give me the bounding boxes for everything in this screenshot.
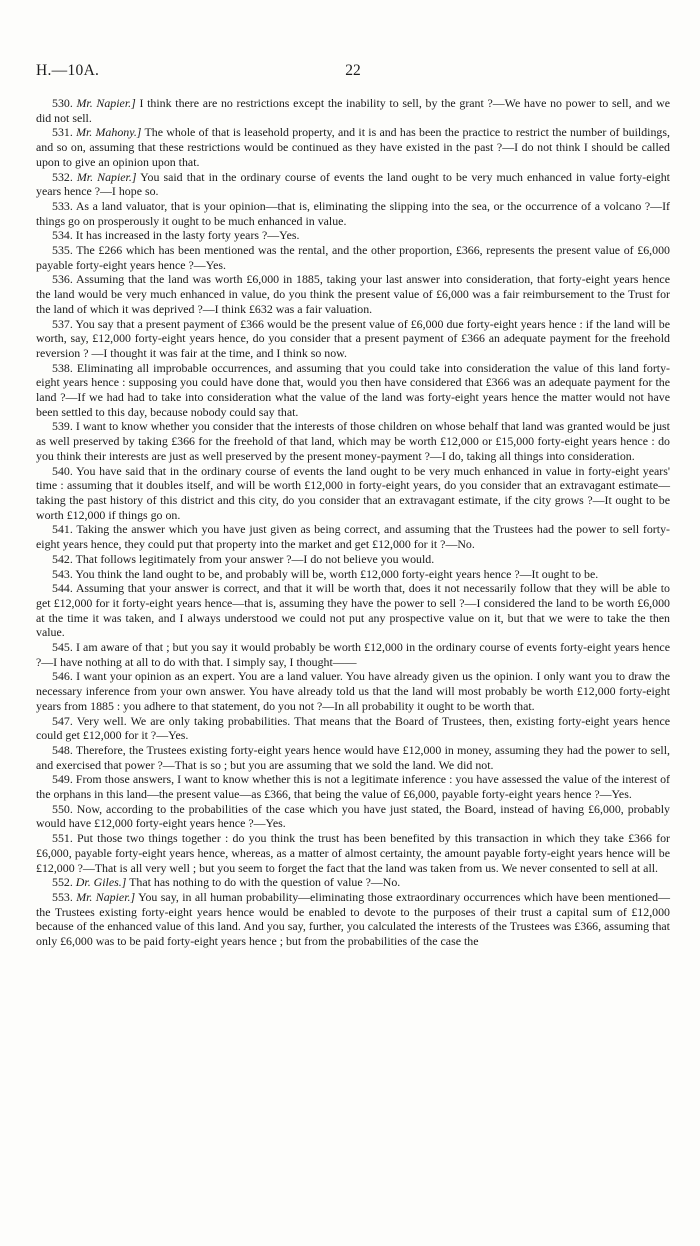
paragraph-number: 543. [52,566,73,581]
paragraph-text: Assuming that the land was worth £6,000 in 1885, taking your last answer into consideration, that forty-eight years hence the land would be very much enhanced in value, do you think the present value of £6,000 was a fair reimbursement to the Trust for the land of which it was deprived ?—I think £632 was a fair valuation. [36,272,670,316]
paragraph-text: Therefore, the Trustees existing forty-eight years hence would have £12,000 in money, assuming they had the power to sell, and exercised that power ?—That is so ; but you are assuming that we sold the land. We did not. [36,742,670,772]
paragraph-number: 536. [52,272,73,287]
page-number: 22 [345,62,361,79]
paragraph-text: Now, according to the probabilities of the case which you have just stated, the Board, instead of having £6,000, probably would have £12,000 forty-eight years hence ?—Yes. [36,801,670,831]
paragraph-number: 530. [52,96,73,110]
paragraph-text: You say, in all human probability—eliminating those extraordinary occurrences which have been mentioned—the Trustees existing forty-eight years hence would be enabled to devote to the purposes of their trust a capital sum of £12,000 because of the enhanced value of this land. And you say, further, you calculated the interests of the Trustees was £366, assuming that only £6,000 was to be paid forty-eight years hence ; but from the probabilities of the case the [36,889,670,949]
paragraph-number: 552. [52,875,73,890]
paragraph-number: 539. [52,419,73,434]
paragraph-text: As a land valuator, that is your opinion—that is, eliminating the slipping into the sea, or the occurrence of a volcano ?—If things go on prosperously it ought to be much enhanced in value. [36,198,670,228]
paragraph-text: Taking the answer which you have just given as being correct, and assuming that the Trustees had the power to sell forty-eight years hence, they could put that property into the market and get £12,000 for it ?—No. [36,522,670,552]
paragraph [36,581,670,640]
paragraph-number: 546. [52,669,73,684]
paragraph-number: 540. [52,463,73,478]
paragraph-number: 531. [52,125,73,140]
paragraph-number: 550. [52,801,73,816]
paragraph [36,272,670,316]
paragraph-text: Assuming that your answer is correct, and that it will be worth that, does it not necessarily follow that they will be able to get £12,000 for it forty-eight years hence—that is, assuming they have the power to sell ?—I considered the land to be worth £6,000 at the time it was taken, and I always understood we could not put any prospective value on it, but that we were to take the then value. [36,581,670,640]
paragraph-number: 535. [52,243,73,258]
paragraph-number: 549. [52,772,73,787]
paragraph-number: 547. [52,713,73,728]
document-body [36,96,670,949]
paragraph-text: Very well. We are only taking probabilities. That means that the Board of Trustees, then, existing forty-eight years hence could get £12,000 for it ?—Yes. [36,713,670,743]
paragraph-number: 541. [52,522,73,537]
paragraph [36,522,670,551]
paragraph-text: You say that a present payment of £366 would be the present value of £6,000 due forty-eight years hence : if the land will be worth, say, £12,000 forty-eight years hence, do you consider that a present payment of £366 an adequate payment for the freehold reversion ? —I thought it was fair at the time, and I think so now. [36,316,670,360]
paragraph [36,772,670,801]
paragraph [36,170,670,199]
paragraph [36,669,670,713]
paragraph-text: I want your opinion as an expert. You are a land valuer. You have already given us the opinion. I only want you to draw the necessary inference from your own answer. You have already told us that the land will most probably be worth £12,000 forty-eight years from 1885 : you adhere to that statement, do you not ?—In all probability it ought to be worth that. [36,669,670,713]
paragraph-text: That has nothing to do with the question of value ?—No. [129,875,401,890]
paragraph [36,464,670,523]
paragraph [36,875,670,890]
speaker-label: Mr. Napier.] [76,96,136,110]
paragraph [36,361,670,420]
paragraph-number: 553. [52,889,73,904]
paragraph [36,96,670,125]
paragraph [36,831,670,875]
paragraph [36,890,670,949]
paragraph [36,552,670,567]
paragraph-number: 548. [52,742,73,757]
paragraph-text: I am aware of that ; but you say it would probably be worth £12,000 in the ordinary course of events forty-eight years hence ?—I have nothing at all to do with that. I simply say, I thought—— [36,640,670,669]
paragraph-number: 532. [52,169,73,184]
paragraph-text: You have said that in the ordinary course of events the land ought to be very much enhanced in value in forty-eight years' time : assuming that it doubles itself, and will be worth £12,000 in forty-eight years, do you consider that an extravagant estimate—taking the past history of this district and this city, do you consider that an extravagant estimate, if the city grows ?—It ought to be worth £12,000 if things go on. [36,463,670,522]
paragraph [36,640,670,669]
document-reference: H.—10A. [36,62,100,79]
paragraph [36,419,670,463]
paragraph-text: You said that in the ordinary course of events the land ought to be very much enhanced in value forty-eight years hence ?—I hope so. [36,169,670,199]
paragraph-text: Put those two things together : do you think the trust has been benefited by this transaction in which they take £366 for £6,000, payable forty-eight years hence, whereas, as a matter of almost certainty, the amount payable forty-eight years hence will be £12,000 ?—That is all very well ; but you seem to forget the fact that the land was taken from us. We never consented to sell at all. [36,831,670,875]
speaker-label: Mr. Napier.] [76,889,136,904]
paragraph-text: Eliminating all improbable occurrences, and assuming that you could take into consideration the value of this land forty-eight years hence : supposing you could have done that, would you then have considered that £366 was an adequate payment for the land ?—If we had had to take into consideration what the value of the land was forty-eight years hence the matter would not have been settled to this day, because nobody could say that. [36,360,670,419]
paragraph [36,714,670,743]
paragraph [36,243,670,272]
paragraph-number: 537. [52,316,73,331]
speaker-label: Dr. Giles.] [75,875,127,890]
paragraph-number: 551. [52,831,73,846]
paragraph-number: 542. [52,551,73,566]
paragraph-number: 533. [52,198,73,213]
paragraph [36,743,670,772]
paragraph-text: You think the land ought to be, and probably will be, worth £12,000 forty-eight years hence ?—It ought to be. [75,566,599,581]
paragraph-number: 544. [52,581,73,596]
paragraph-number: 538. [52,360,73,375]
paragraph-text: I want to know whether you consider that the interests of those children on whose behalf that land was granted would be just as well preserved by taking £366 for the freehold of that land, which may be worth £12,000 or £15,000 forty-eight years hence : do you think their interests are just as well preserved by the present money-payment ?—I do, taking all things into consideration. [36,419,670,463]
paragraph-text: From those answers, I want to know whether this is not a legitimate inference : you have assessed the value of the interest of the orphans in this land—the present value—as £366, that being the value of £6,000, payable forty-eight years hence ?—Yes. [36,772,671,802]
speaker-label: Mr. Napier.] [76,169,137,184]
paragraph [36,199,670,228]
paragraph-number: 534. [52,228,73,243]
paragraph-text: I think there are no restrictions except the inability to sell, by the grant ?—We have no power to sell, and we did not sell. [36,96,670,125]
paragraph [36,228,670,243]
paragraph-text: The £266 which has been mentioned was the rental, and the other proportion, £366, represents the present value of £6,000 payable forty-eight years hence ?—Yes. [36,243,670,272]
paragraph [36,317,670,361]
paragraph [36,125,670,169]
paragraph-text: That follows legitimately from your answer ?—I do not believe you would. [75,551,435,566]
speaker-label: Mr. Mahony.] [76,125,142,140]
paragraph-text: The whole of that is leasehold property, and it is and has been the practice to restrict the number of buildings, and so on, assuming that these restrictions would be continued as they have existed in the past ?—I do not think I should be called upon to give an opinion upon that. [36,125,670,169]
paragraph-text: It has increased in the lasty forty years ?—Yes. [75,228,300,243]
paragraph [36,802,670,831]
paragraph-number: 545. [52,640,73,655]
page-header [36,62,670,82]
paragraph [36,567,670,582]
